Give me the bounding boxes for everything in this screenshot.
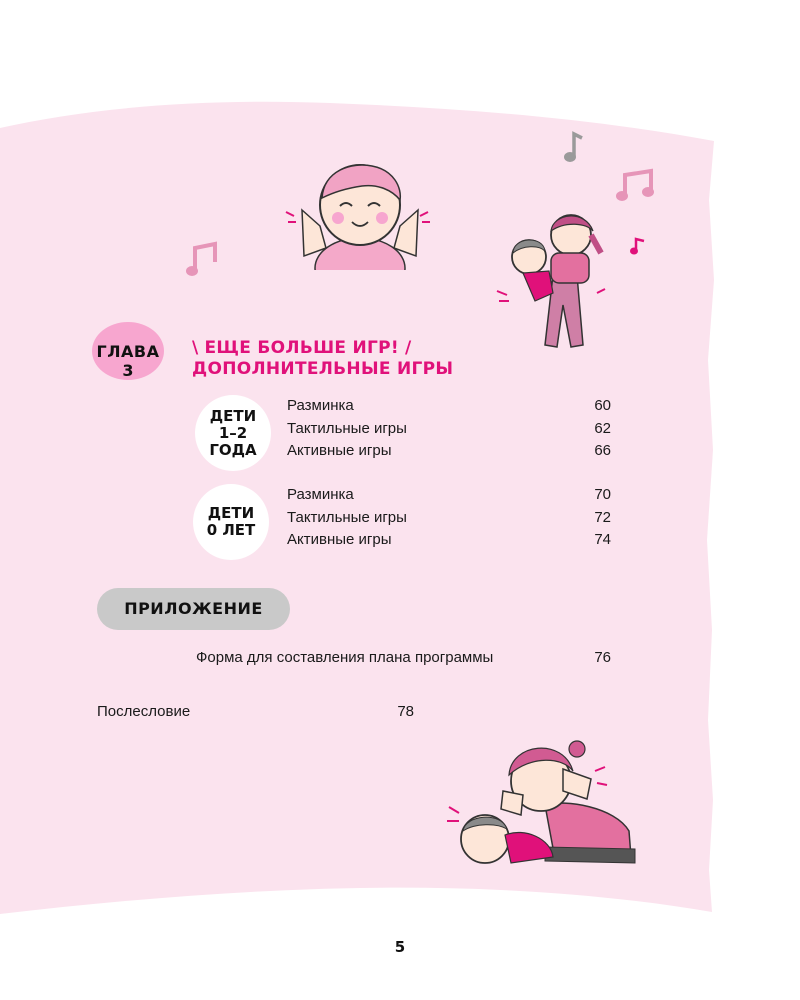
age-badge-line: 1–2 bbox=[218, 423, 248, 442]
age-badge-line: ДЕТИ bbox=[209, 406, 257, 425]
toc-entry[interactable] bbox=[287, 441, 611, 461]
toc-entry[interactable] bbox=[196, 648, 611, 668]
toc-entry-page: 72 bbox=[594, 509, 611, 526]
toc-entry-title: Разминка bbox=[287, 486, 354, 503]
toc-entry[interactable] bbox=[287, 530, 611, 550]
music-note-icon bbox=[183, 240, 223, 280]
toc-entry-title: Тактильные игры bbox=[287, 509, 407, 526]
age-badge-line: 0 ЛЕТ bbox=[206, 521, 256, 539]
chapter-title-text: ЕЩЕ БОЛЬШЕ ИГР! bbox=[204, 338, 399, 358]
music-note-icon bbox=[628, 236, 648, 256]
toc-entry-page: 78 bbox=[397, 703, 414, 720]
toc-entry-page: 66 bbox=[594, 442, 611, 459]
chapter-badge-number: 3 bbox=[122, 361, 134, 380]
toc-entry-title: Тактильные игры bbox=[287, 420, 407, 437]
slash-decoration: \ bbox=[192, 338, 199, 358]
age-badge-line: ДЕТИ bbox=[207, 504, 255, 522]
toc-entry-title: Активные игры bbox=[287, 531, 392, 548]
toc-entry-title: Форма для составления плана программы bbox=[196, 649, 494, 666]
mother-holding-child-illustration bbox=[495, 205, 615, 355]
chapter-title bbox=[192, 338, 453, 380]
toc-entry[interactable] bbox=[287, 485, 611, 505]
toc-entry-title: Активные игры bbox=[287, 442, 392, 459]
toc-entry-title: Разминка bbox=[287, 397, 354, 414]
slash-decoration: / bbox=[405, 338, 412, 358]
chapter-subtitle: ДОПОЛНИТЕЛЬНЫЕ ИГРЫ bbox=[192, 359, 454, 379]
toc-entry-page: 76 bbox=[594, 649, 611, 666]
appendix-heading: ПРИЛОЖЕНИЕ bbox=[97, 588, 290, 630]
child-smiling-illustration bbox=[282, 160, 442, 270]
page-number: 5 bbox=[394, 938, 406, 956]
toc-entry[interactable] bbox=[287, 396, 611, 416]
toc-entry[interactable] bbox=[287, 419, 611, 439]
chapter-title-line1 bbox=[192, 338, 453, 359]
toc-entry-page: 74 bbox=[594, 531, 611, 548]
music-note-icon bbox=[615, 165, 659, 205]
chapter-badge-label: ГЛАВА bbox=[96, 342, 160, 361]
age-group-badge bbox=[195, 395, 271, 471]
music-note-icon bbox=[560, 130, 584, 164]
toc-entry[interactable] bbox=[97, 702, 414, 722]
toc-entry-page: 70 bbox=[594, 486, 611, 503]
age-badge-line: ГОДА bbox=[209, 440, 257, 459]
age-group-badge bbox=[193, 484, 269, 560]
toc-entry[interactable] bbox=[287, 508, 611, 528]
toc-entry-title: Послесловие bbox=[97, 703, 191, 720]
toc-entry-page: 60 bbox=[594, 397, 611, 414]
chapter-badge bbox=[92, 322, 164, 380]
toc-entry-page: 62 bbox=[594, 420, 611, 437]
mother-playing-with-baby-illustration bbox=[445, 735, 645, 875]
